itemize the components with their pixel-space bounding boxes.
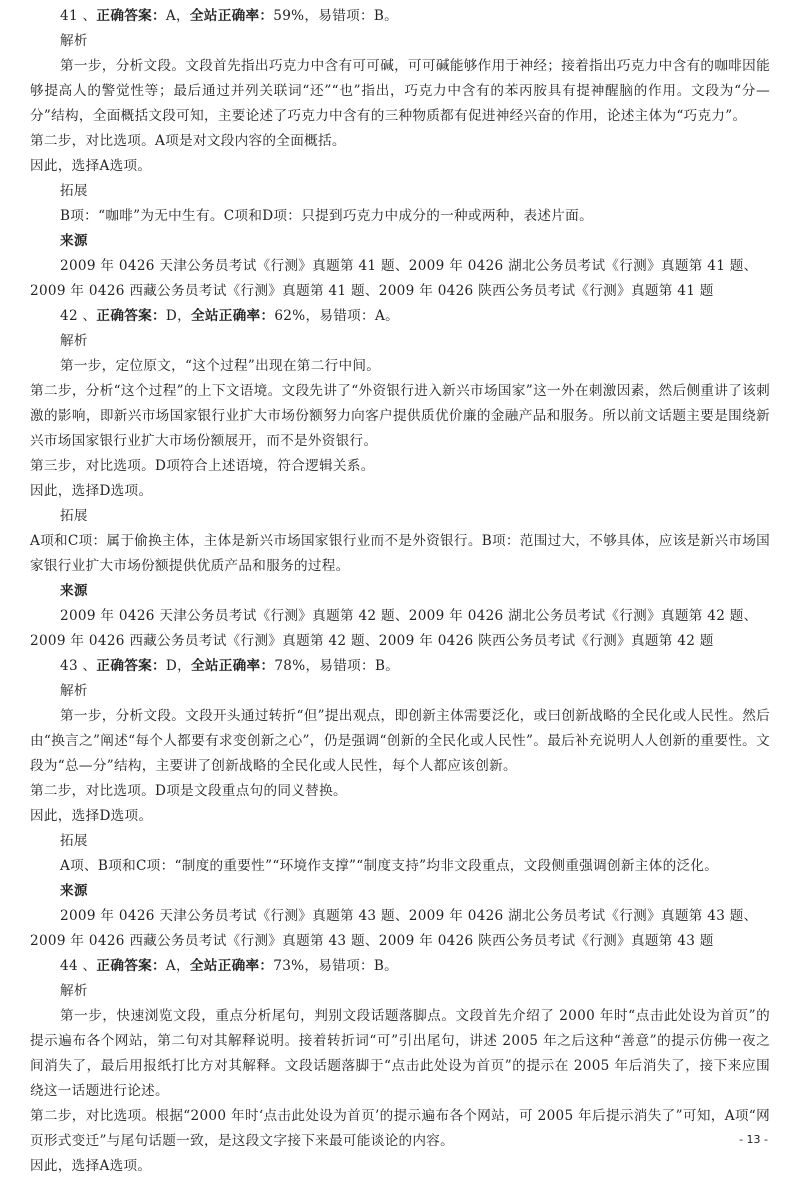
page-number: - 13 -: [739, 1133, 768, 1146]
extend-title: 拓展: [60, 508, 88, 524]
rate-label: 全站正确率：: [189, 8, 274, 24]
source-line: 2009 年 0426 西藏公务员考试《行测》真题第 41 题、2009 年 0426 陕西公务员考试《行测》真题第 41 题: [30, 283, 714, 299]
source-line: 2009 年 0426 天津公务员考试《行测》真题第 43 题、2009 年 0426 湖北公务员考试《行测》真题第 43 题、: [60, 908, 758, 924]
answer-value: D，: [165, 308, 191, 324]
analysis-paragraph: 第二步，对比选项。A项是对文段内容的全面概括。: [30, 133, 346, 149]
analysis-paragraph: 因此，选择D选项。: [30, 483, 153, 499]
analysis-paragraph: 第二步，对比选项。根据“2000 年时‘点击此处设为首页’的提示遍布各个网站，可 2005 年后提示消失了”可知，A项“网页形式变迁”与尾句话题一致，是这段文字接下来最可能谈论的内容。: [30, 1108, 770, 1149]
error-label: 易错项：: [319, 658, 375, 674]
rate-value: 62%，: [274, 308, 320, 324]
rate-value: 78%，: [274, 658, 320, 674]
answer-value: A，: [165, 958, 190, 974]
answer-label: 正确答案：: [96, 8, 166, 24]
rate-value: 59%，: [273, 8, 319, 24]
question-block: [30, 304, 770, 654]
answer-label: 正确答案：: [96, 958, 166, 974]
extend-paragraph: B项：“咖啡”为无中生有。C项和D项：只提到巧克力中成分的一种或两种，表述片面。: [60, 208, 593, 224]
error-label: 易错项：: [318, 8, 374, 24]
answer-value: D，: [165, 658, 191, 674]
analysis-paragraph: 第一步，分析文段。文段开头通过转折“但”提出观点，即创新主体需要泛化，或曰创新战略的全民化或人民性。然后由“换言之”阐述“每个人都要有求变创新之心”，仍是强调“创新的全民化或人民性”。最后补充说明人人创新的重要性。文段为“总—分”结构，主要讲了创新战略的全民化或人民性，每个人都应该创新。: [30, 708, 770, 774]
error-value: A。: [374, 308, 399, 324]
extend-paragraph: A项和C项：属于偷换主体，主体是新兴市场国家银行业而不是外资银行。B项：范围过大，不够具体，应该是新兴市场国家银行业扩大市场份额提供优质产品和服务的过程。: [30, 533, 770, 574]
source-title: 来源: [60, 883, 88, 899]
extend-title: 拓展: [60, 833, 88, 849]
source-line: 2009 年 0426 西藏公务员考试《行测》真题第 42 题、2009 年 0426 陕西公务员考试《行测》真题第 42 题: [30, 633, 714, 649]
question-header: [30, 954, 770, 979]
analysis-paragraph: 第二步，分析“这个过程”的上下文语境。文段先讲了“外资银行进入新兴市场国家”这一外在刺激因素，然后侧重讲了该刺激的影响，即新兴市场国家银行业扩大市场份额努力向客户提供质优价廉的金融产品和服务。所以前文话题主要是围绕新兴市场国家银行业扩大市场份额展开，而不是外资银行。: [30, 383, 770, 449]
analysis-paragraph: 第二步，对比选项。D项是文段重点句的同义替换。: [30, 783, 347, 799]
analysis-paragraph: 因此，选择A选项。: [30, 1158, 152, 1174]
analysis-title: 解析: [60, 683, 88, 699]
question-header: [30, 654, 770, 679]
analysis-paragraph: 因此，选择D选项。: [30, 808, 153, 824]
rate-label: 全站正确率：: [189, 958, 274, 974]
question-number: 42 、: [60, 308, 97, 324]
answer-label: 正确答案：: [96, 658, 166, 674]
rate-label: 全站正确率：: [190, 308, 275, 324]
source-line: 2009 年 0426 西藏公务员考试《行测》真题第 43 题、2009 年 0426 陕西公务员考试《行测》真题第 43 题: [30, 933, 714, 949]
question-number: 44 、: [60, 958, 97, 974]
error-label: 易错项：: [319, 308, 375, 324]
question-number: 41 、: [60, 8, 97, 24]
question-block: [30, 954, 770, 1179]
extend-paragraph: A项、B项和C项：“制度的重要性”“环境作支撑”“制度支持”均非文段重点，文段侧重强调创新主体的泛化。: [60, 858, 719, 874]
question-header: [30, 4, 770, 29]
question-block: [30, 654, 770, 954]
error-value: B。: [373, 958, 399, 974]
answer-value: A，: [165, 8, 190, 24]
source-line: 2009 年 0426 天津公务员考试《行测》真题第 41 题、2009 年 0426 湖北公务员考试《行测》真题第 41 题、: [60, 258, 758, 274]
question-block: [30, 4, 770, 304]
error-value: B。: [373, 8, 399, 24]
question-number: 43 、: [60, 658, 97, 674]
document-page: [30, 4, 770, 1179]
analysis-paragraph: 第三步，对比选项。D项符合上述语境，符合逻辑关系。: [30, 458, 375, 474]
source-title: 来源: [60, 233, 88, 249]
source-title: 来源: [60, 583, 88, 599]
analysis-paragraph: 因此，选择A选项。: [30, 158, 152, 174]
question-header: [30, 304, 770, 329]
analysis-paragraph: 第一步，快速浏览文段，重点分析尾句，判别文段话题落脚点。文段首先介绍了 2000 年时“点击此处设为首页”的提示遍布各个网站，第二句对其解释说明。接着转折词“可”引出尾句，讲述 2005 年之后这种“善意”的提示仿佛一夜之间消失了，最后用报纸打比方对其解释。文段话题落脚于“点击此处设为首页”的提示在 2005 年后消失了，接下来应围绕这一话题进行论述。: [30, 1008, 770, 1099]
analysis-paragraph: 第一步，定位原文，“这个过程”出现在第二行中间。: [60, 358, 381, 374]
analysis-paragraph: 第一步，分析文段。文段首先指出巧克力中含有可可碱，可可碱能够作用于神经；接着指出巧克力中含有的咖啡因能够提高人的警觉性等；最后通过并列关联词“还”“也”指出，巧克力中含有的苯丙胺具有提神醒脑的作用。文段为“分—分”结构，全面概括文段可知，主要论述了巧克力中含有的三种物质都有促进神经兴奋的作用，论述主体为“巧克力”。: [30, 58, 770, 124]
extend-title: 拓展: [60, 183, 88, 199]
error-label: 易错项：: [318, 958, 374, 974]
answer-label: 正确答案：: [96, 308, 166, 324]
rate-label: 全站正确率：: [190, 658, 275, 674]
error-value: B。: [374, 658, 400, 674]
analysis-title: 解析: [60, 333, 88, 349]
analysis-title: 解析: [60, 983, 88, 999]
source-line: 2009 年 0426 天津公务员考试《行测》真题第 42 题、2009 年 0426 湖北公务员考试《行测》真题第 42 题、: [60, 608, 758, 624]
rate-value: 73%，: [273, 958, 319, 974]
analysis-title: 解析: [60, 33, 88, 49]
